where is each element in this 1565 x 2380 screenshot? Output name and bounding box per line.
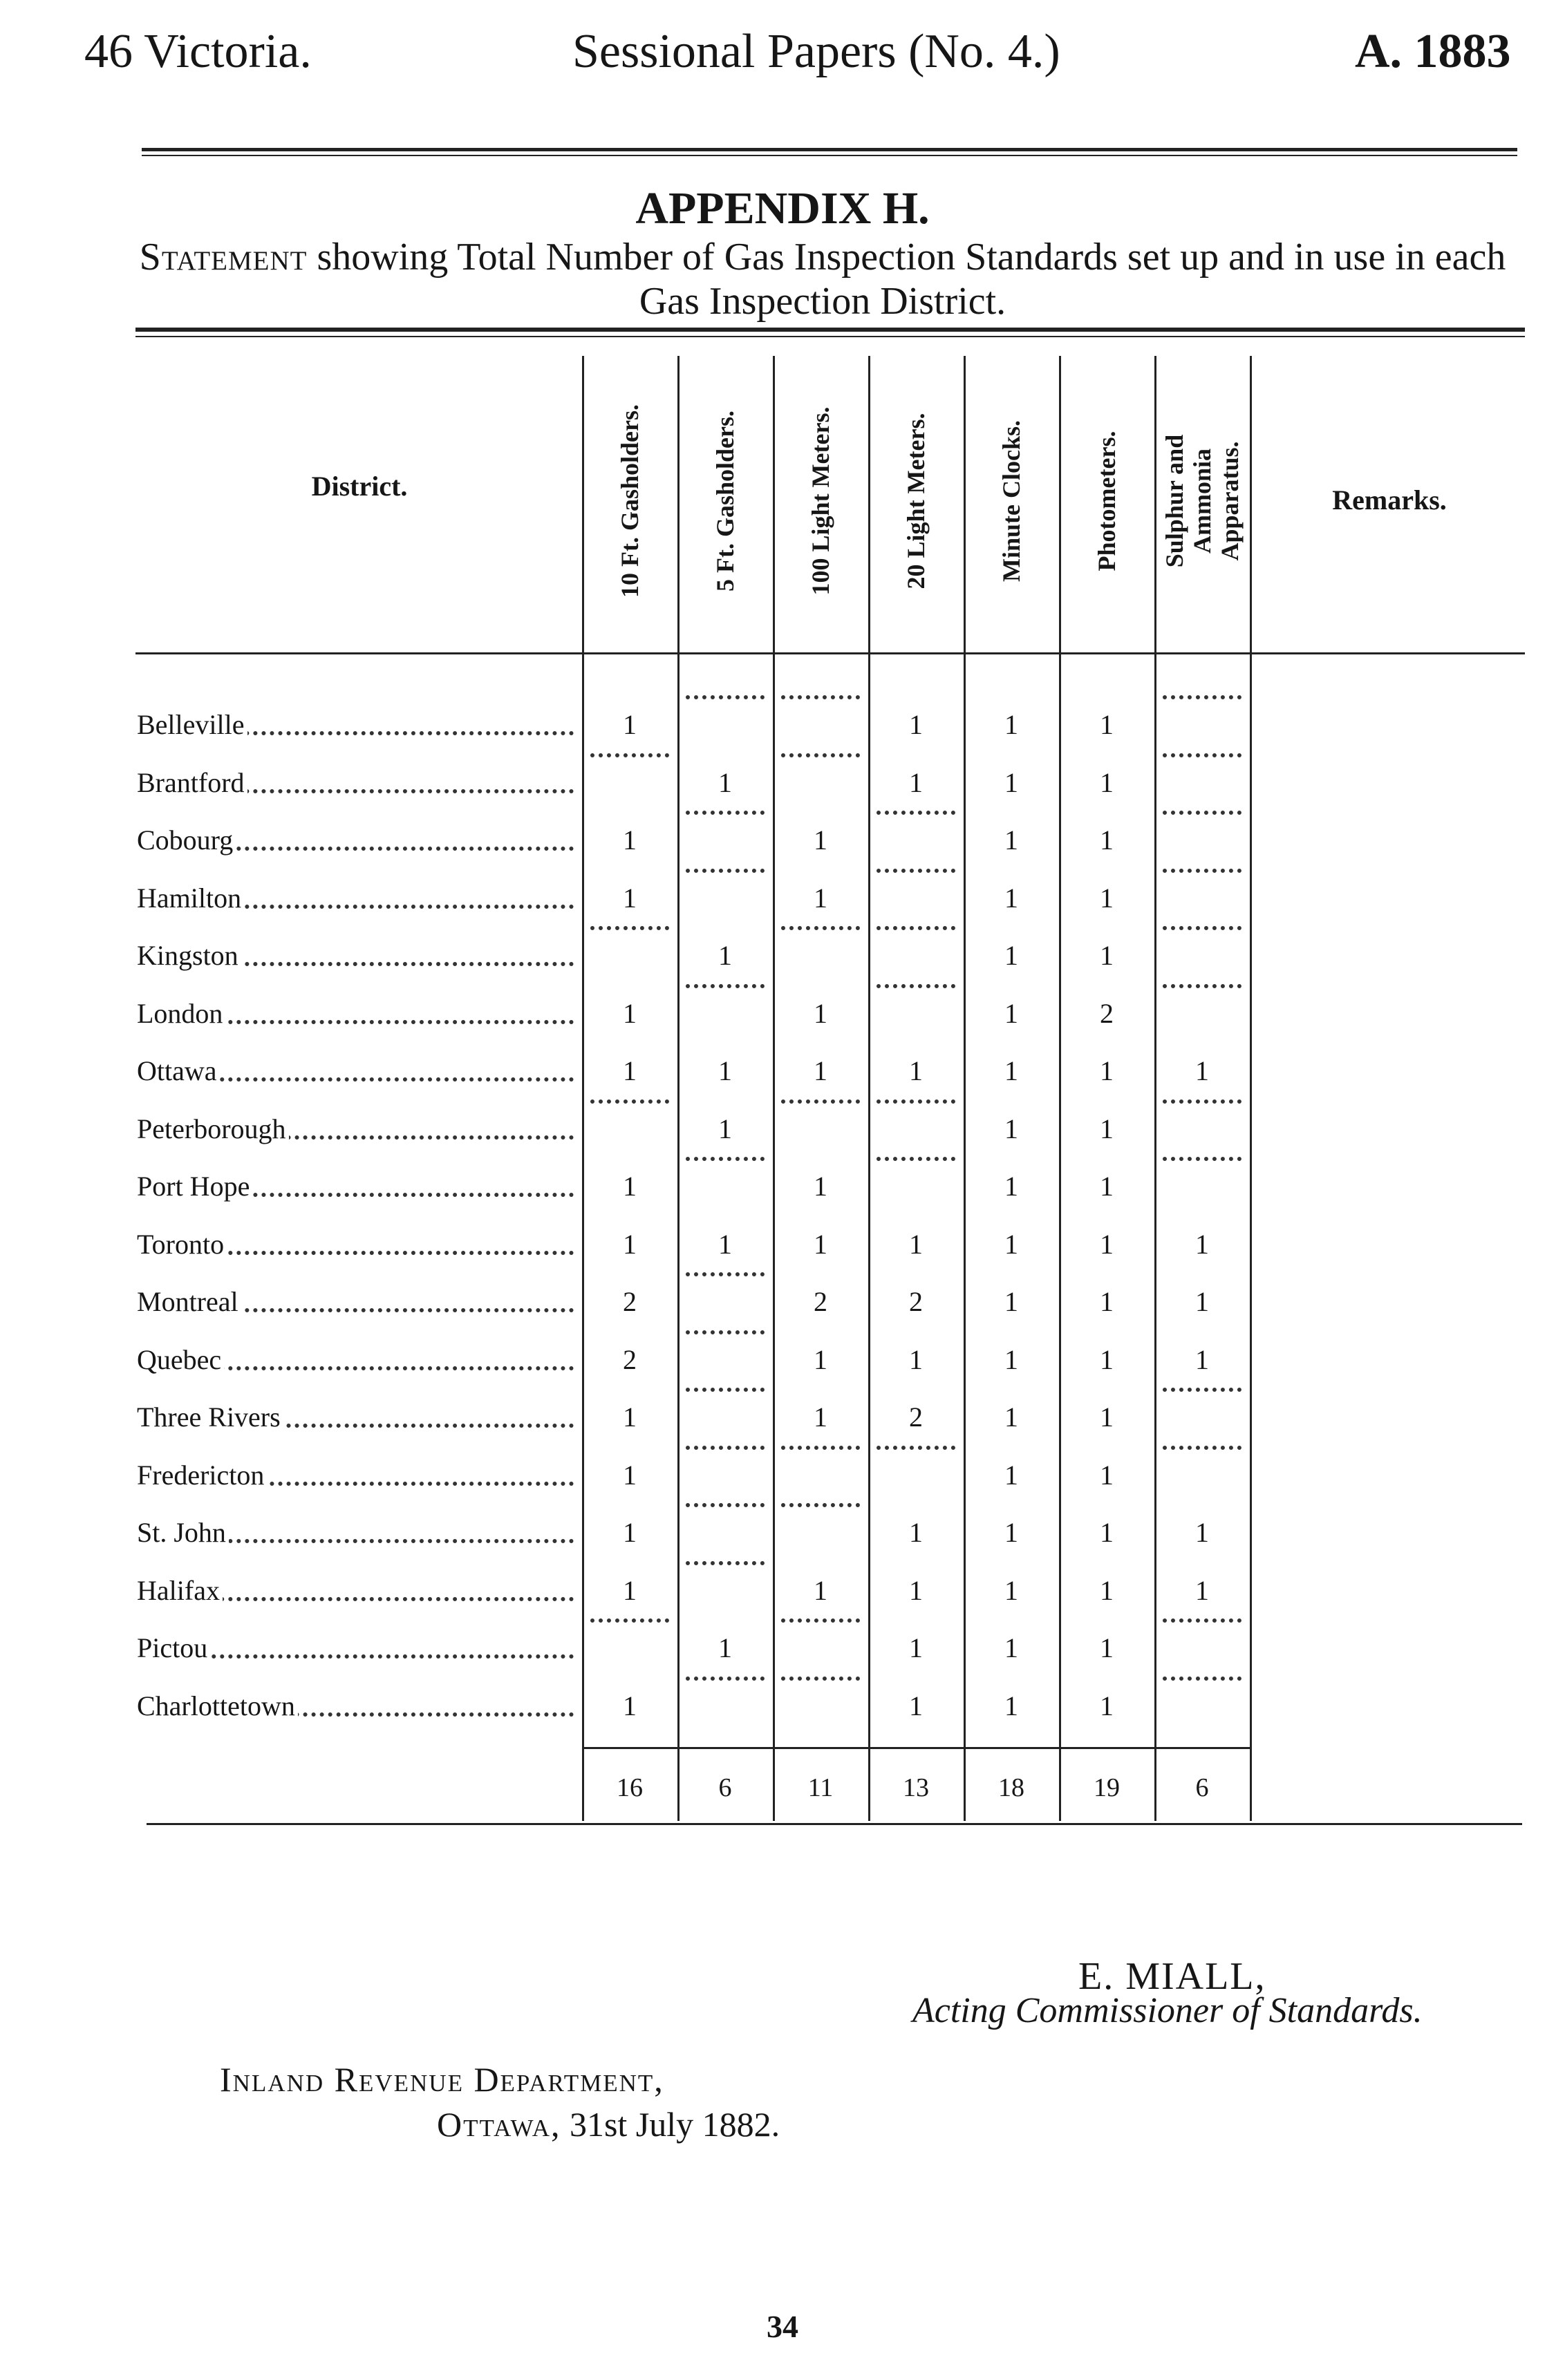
table-cell: 1 (814, 997, 827, 1029)
district-name (137, 1515, 577, 1550)
column-header-100-light-meters: 100 Light Meters. (807, 406, 834, 596)
table-cell: 1 (1004, 1574, 1018, 1606)
total-cell: 6 (1195, 1773, 1209, 1802)
table-cell: 1 (1004, 882, 1018, 914)
table-cell: 1 (718, 1055, 732, 1086)
district-name (137, 1689, 577, 1723)
table-row (0, 1160, 1565, 1215)
table-cell: 1 (623, 1459, 637, 1491)
table-cell: 1 (1195, 1055, 1209, 1086)
table-cell: 1 (814, 824, 827, 856)
district-name (137, 1227, 577, 1262)
district-label: Halifax (137, 1575, 223, 1606)
table-cell: 1 (1100, 709, 1114, 740)
table-cell: 2 (909, 1401, 923, 1433)
table-cell: 1 (909, 1517, 923, 1548)
table-cell: 1 (718, 1632, 732, 1663)
table-cell: 1 (1004, 766, 1018, 798)
table-cell: 1 (1004, 1690, 1018, 1721)
table-cell: 1 (1100, 882, 1114, 914)
district-name (137, 766, 577, 800)
table-cell: 1 (814, 1401, 827, 1433)
place-and-date (437, 2104, 780, 2144)
table-row (0, 813, 1565, 869)
district-label: Cobourg (137, 824, 236, 856)
table-cell: 1 (814, 1171, 827, 1202)
district-name (137, 823, 577, 858)
total-cell: 13 (903, 1773, 929, 1802)
district-label: Toronto (137, 1229, 227, 1260)
district-name (137, 1574, 577, 1608)
table-cell: 1 (1004, 1632, 1018, 1663)
table-cell: 1 (1195, 1286, 1209, 1317)
district-label: Fredericton (137, 1460, 267, 1491)
table-cell: 1 (1004, 1459, 1018, 1491)
district-label: Kingston (137, 940, 241, 971)
table-row (0, 1448, 1565, 1504)
table-cell: 1 (623, 1171, 637, 1202)
running-header-right: A. 1883 (1355, 25, 1511, 78)
district-name (137, 1169, 577, 1204)
table-cell: 1 (1100, 766, 1114, 798)
table-cell: 1 (623, 1401, 637, 1433)
column-header-minute-clocks: Minute Clocks. (997, 420, 1025, 582)
table-cell: 1 (814, 1574, 827, 1606)
table-cell: 1 (1004, 1286, 1018, 1317)
table-cell: 1 (1100, 1113, 1114, 1144)
table-cell: 1 (1100, 824, 1114, 856)
table-cell: 1 (1195, 1574, 1209, 1606)
table-cell: 1 (814, 1055, 827, 1086)
page-number: 34 (767, 2309, 798, 2344)
header-bottom-rule (135, 652, 1525, 654)
table-cell: 1 (814, 1343, 827, 1375)
table-cell: 1 (1100, 1574, 1114, 1606)
statement-lead: Statement (139, 236, 308, 278)
table-cell: 1 (1100, 1228, 1114, 1260)
place: Ottawa, (437, 2105, 561, 2144)
table-row (0, 1621, 1565, 1677)
table-cell: 1 (623, 1055, 637, 1086)
signatory-title: Acting Commissioner of Standards. (912, 1991, 1423, 2030)
table-row (0, 1564, 1565, 1619)
table-cell: 1 (623, 1228, 637, 1260)
table-cell: 1 (718, 766, 732, 798)
district-name (137, 1285, 577, 1319)
table-cell: 2 (1100, 997, 1114, 1029)
table-row (0, 871, 1565, 927)
table-row (0, 1506, 1565, 1561)
table-cell: 1 (1100, 1459, 1114, 1491)
table-cell: 1 (1004, 1517, 1018, 1548)
district-label: Ottawa (137, 1055, 220, 1086)
table-cell: 1 (1100, 1401, 1114, 1433)
table-cell: 1 (1195, 1228, 1209, 1260)
totals-top-rule (582, 1747, 1252, 1749)
district-name (137, 708, 577, 742)
total-cell: 18 (998, 1773, 1024, 1802)
table-cell: 1 (1100, 1055, 1114, 1086)
table-row (0, 1102, 1565, 1158)
table-cell: 2 (623, 1343, 637, 1375)
table-cell: 1 (623, 824, 637, 856)
column-header-10ft-gasholders: 10 Ft. Gasholders. (616, 404, 644, 598)
district-label: Hamilton (137, 882, 244, 914)
district-label: Quebec (137, 1344, 224, 1375)
table-cell: 1 (1004, 824, 1018, 856)
table-cell: 1 (909, 1343, 923, 1375)
district-label: Charlottetown (137, 1690, 298, 1721)
column-header-sulphur-ammonia: Sulphur and Ammonia Apparatus. (1161, 434, 1244, 568)
table-cell: 1 (1100, 1632, 1114, 1663)
district-label: St. John (137, 1517, 229, 1548)
table-row (0, 1044, 1565, 1099)
table-cell: 1 (1004, 1343, 1018, 1375)
district-column-header: District. (311, 471, 408, 502)
column-header-photometers: Photometers. (1093, 431, 1121, 572)
table-cell: 1 (1004, 1113, 1018, 1144)
table-cell: 1 (623, 997, 637, 1029)
table-cell: 1 (623, 1574, 637, 1606)
table-cell: 1 (623, 1690, 637, 1721)
district-label: Montreal (137, 1286, 241, 1317)
column-header-20-light-meters: 20 Light Meters. (902, 413, 930, 589)
total-cell: 16 (617, 1773, 643, 1802)
date: 31st July 1882. (569, 2105, 780, 2144)
table-row (0, 756, 1565, 811)
table-cell: 1 (1100, 1517, 1114, 1548)
table-cell: 1 (1195, 1343, 1209, 1375)
table-cell: 1 (718, 1113, 732, 1144)
table-cell: 1 (1100, 1690, 1114, 1721)
running-header-left: 46 Victoria. (84, 25, 312, 78)
table-cell: 2 (909, 1286, 923, 1317)
table-cell: 1 (909, 766, 923, 798)
district-label: Port Hope (137, 1171, 252, 1202)
department-name: Inland Revenue Department, (220, 2060, 664, 2099)
district-name (137, 1631, 577, 1665)
running-header-center: Sessional Papers (No. 4.) (572, 25, 1060, 78)
table-cell: 1 (1100, 1171, 1114, 1202)
table-cell: 1 (718, 1228, 732, 1260)
table-cell: 1 (909, 1055, 923, 1086)
table-bottom-rule (147, 1823, 1522, 1825)
table-cell: 1 (1100, 1286, 1114, 1317)
district-name (137, 881, 577, 916)
table-cell: 1 (909, 1690, 923, 1721)
table-cell: 1 (1004, 1401, 1018, 1433)
table-row (0, 1333, 1565, 1388)
district-label: Peterborough (137, 1113, 289, 1144)
table-row (0, 1275, 1565, 1330)
table-cell: 1 (1100, 1343, 1114, 1375)
district-name (137, 1343, 577, 1377)
district-name (137, 1054, 577, 1088)
total-cell: 6 (718, 1773, 732, 1802)
remarks-column-header: Remarks. (1332, 484, 1447, 516)
table-cell: 1 (1004, 1228, 1018, 1260)
table-row (0, 987, 1565, 1042)
table-cell: 1 (1004, 709, 1018, 740)
table-cell: 1 (623, 1517, 637, 1548)
district-label: Brantford (137, 767, 247, 798)
district-name (137, 1400, 577, 1435)
table-cell: 1 (623, 709, 637, 740)
table-cell: 1 (909, 1632, 923, 1663)
table-row (0, 929, 1565, 984)
district-label: Pictou (137, 1632, 210, 1663)
table-cell: 1 (909, 1574, 923, 1606)
table-row (0, 1218, 1565, 1273)
district-label: Three Rivers (137, 1401, 283, 1433)
table-cell: 1 (1004, 1055, 1018, 1086)
appendix-title: APPENDIX H. (635, 183, 930, 234)
table-cell: 1 (1100, 940, 1114, 971)
table-cell: 1 (718, 940, 732, 971)
district-label: London (137, 998, 225, 1029)
signatory-name: E. MIALL, (1078, 1955, 1266, 1998)
table-cell: 1 (909, 1228, 923, 1260)
table-cell: 1 (814, 1228, 827, 1260)
total-cell: 11 (807, 1773, 834, 1802)
column-header-5ft-gasholders: 5 Ft. Gasholders. (711, 410, 739, 592)
table-cell: 1 (623, 882, 637, 914)
table-row (0, 1679, 1565, 1735)
table-cell: 1 (1004, 997, 1018, 1029)
table-cell: 1 (1195, 1517, 1209, 1548)
district-name (137, 1458, 577, 1493)
district-name (137, 938, 577, 973)
total-cell: 19 (1094, 1773, 1120, 1802)
table-cell: 1 (1004, 940, 1018, 971)
table-cell: 1 (814, 882, 827, 914)
district-label: Belleville (137, 709, 247, 740)
table-cell: 2 (814, 1286, 827, 1317)
statement-text: showing Total Number of Gas Inspection Standards set up and in use in each Gas Inspection District. (317, 236, 1506, 323)
district-name (137, 997, 577, 1031)
table-row (0, 698, 1565, 753)
table-row (0, 1390, 1565, 1446)
table-cell: 1 (909, 709, 923, 740)
table-cell: 1 (1004, 1171, 1018, 1202)
totals-row (0, 1761, 1565, 1816)
district-name (137, 1112, 577, 1146)
table-cell: 2 (623, 1286, 637, 1317)
